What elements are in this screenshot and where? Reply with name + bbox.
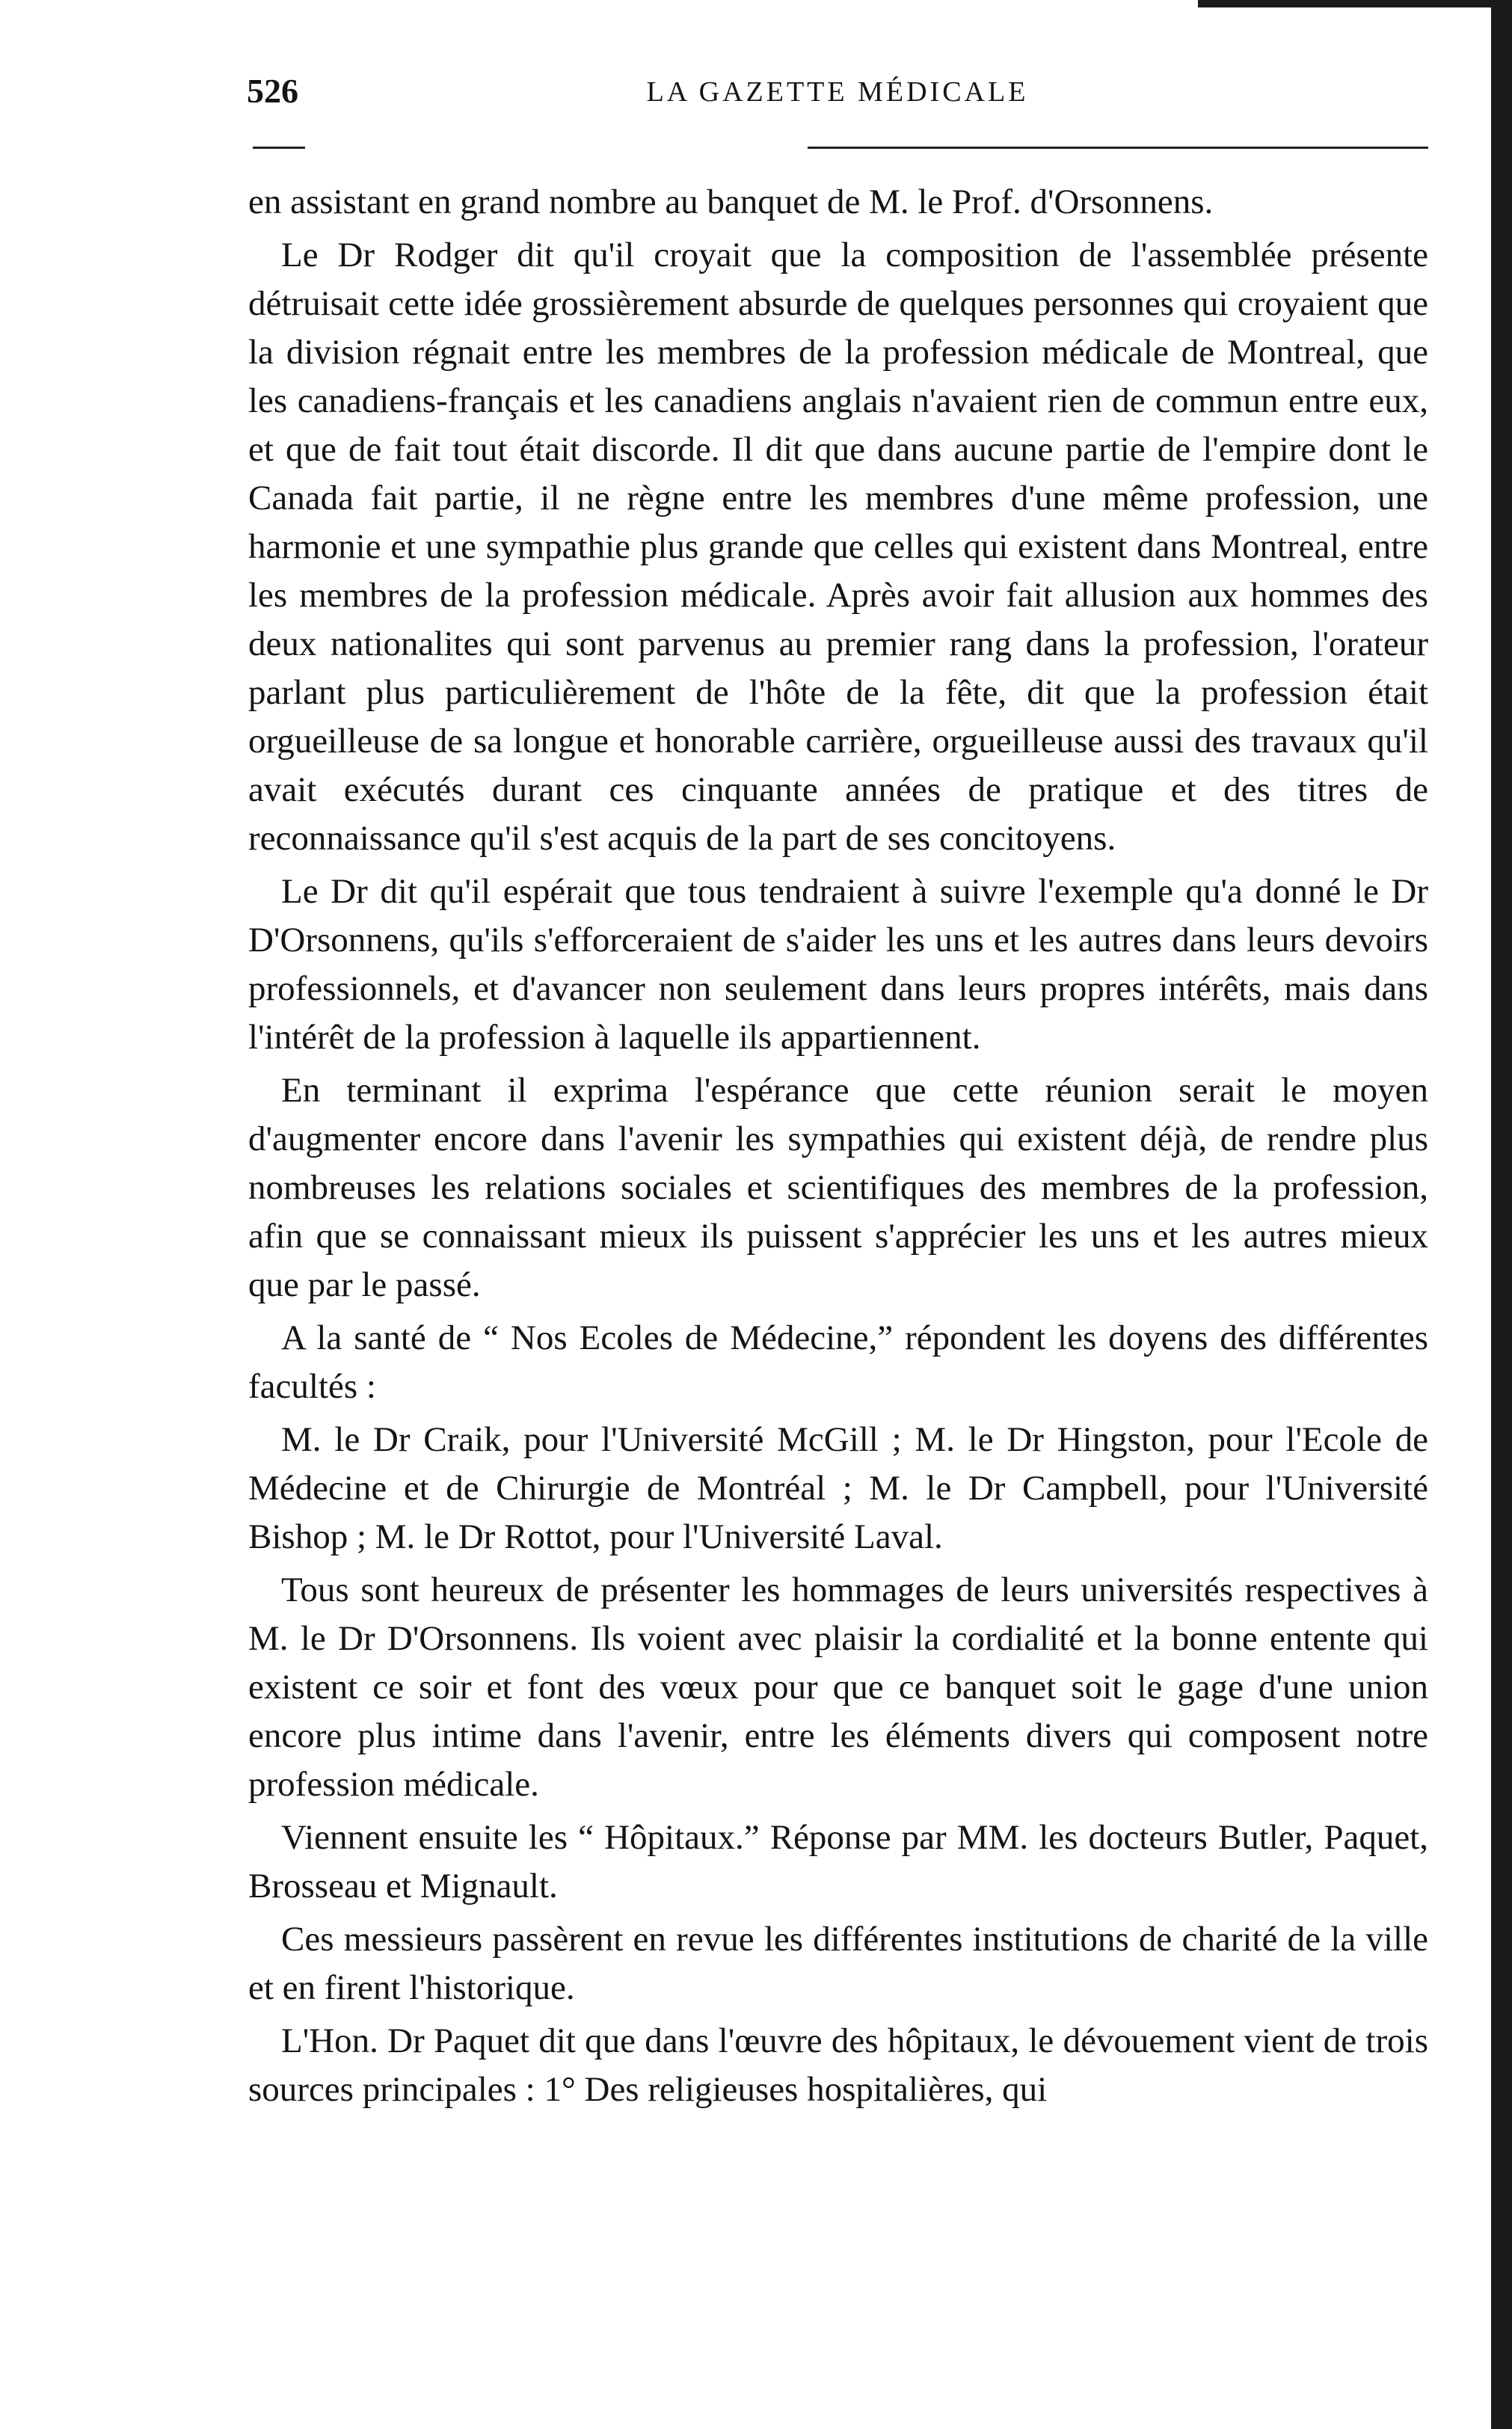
paragraph: A la santé de “ Nos Ecoles de Médecine,” répondent les doyens des différentes facultés :: [248, 1318, 1428, 1406]
paragraph: Viennent ensuite les “ Hôpitaux.” Réponse par MM. les docteurs Butler, Paquet, Brosseau et Mignault.: [248, 1818, 1428, 1906]
scan-edge-rule: [1198, 0, 1512, 7]
paragraph: L'Hon. Dr Paquet dit que dans l'œuvre des hôpitaux, le dévouement vient de trois sources principales : 1° Des religieuses hospitalières, qui: [248, 2021, 1428, 2109]
text-column: [248, 178, 1428, 2119]
journal-title: LA GAZETTE MÉDICALE: [646, 76, 1029, 108]
running-head: [247, 71, 1428, 131]
page-number: 526: [247, 72, 298, 110]
header-rule-right: [808, 147, 1428, 149]
paragraph: Le Dr dit qu'il espérait que tous tendraient à suivre l'exemple qu'a donné le Dr D'Orsonnens, qu'ils s'efforceraient de s'aider les uns et les autres dans leurs devoirs professionnels, et d'avancer non seulement dans leurs propres intérêts, mais dans l'intérêt de la profession à laquelle ils appartiennent.: [248, 872, 1428, 1057]
paragraph: M. le Dr Craik, pour l'Université McGill ; M. le Dr Hingston, pour l'Ecole de Médecine et de Chirurgie de Montréal ; M. le Dr Campbell, pour l'Université Bishop ; M. le Dr Rottot, pour l'Université Laval.: [248, 1420, 1428, 1556]
paragraph: Tous sont heureux de présenter les hommages de leurs universités respectives à M. le Dr D'Orsonnens. Ils voient avec plaisir la cordialité et la bonne entente qui existent ce soir et font des vœux pour que ce banquet soit le gage d'une union encore plus intime dans l'avenir, entre les éléments divers qui composent notre profession médicale.: [248, 1570, 1428, 1804]
scan-edge-shadow: [1491, 0, 1512, 2429]
paragraph: Ces messieurs passèrent en revue les différentes institutions de charité de la ville et en firent l'historique.: [248, 1920, 1428, 2007]
header-rule-left: [253, 147, 305, 149]
paragraph: Le Dr Rodger dit qu'il croyait que la composition de l'assemblée présente détruisait cette idée grossièrement absurde de quelques personnes qui croyaient que la division régnait entre les membres de la profession médicale de Montreal, que les canadiens-français et les canadiens anglais n'avaient rien de commun entre eux, et que de fait tout était discorde. Il dit que dans aucune partie de l'empire dont le Canada fait partie, il ne règne entre les membres d'une même profession, une harmonie et une sympathie plus grande que celles qui existent dans Montreal, entre les membres de la profession médicale. Après avoir fait allusion aux hommes des deux nationalites qui sont parvenus au premier rang dans la profession, l'orateur parlant plus particulièrement de l'hôte de la fête, dit que la profession était orgueilleuse de sa longue et honorable carrière, orgueilleuse aussi des travaux qu'il avait exécutés durant ces cinquante années de pratique et des titres de reconnaissance qu'il s'est acquis de la part de ses concitoyens.: [248, 236, 1428, 858]
paragraph: en assistant en grand nombre au banquet de M. le Prof. d'Orsonnens.: [248, 182, 1214, 221]
paragraph: En terminant il exprima l'espérance que cette réunion serait le moyen d'augmenter encore dans l'avenir les sympathies qui existent déjà, de rendre plus nombreuses les relations sociales et scientifiques des membres de la profession, afin que se connaissant mieux ils puissent s'apprécier les uns et les autres mieux que par le passé.: [248, 1071, 1428, 1304]
